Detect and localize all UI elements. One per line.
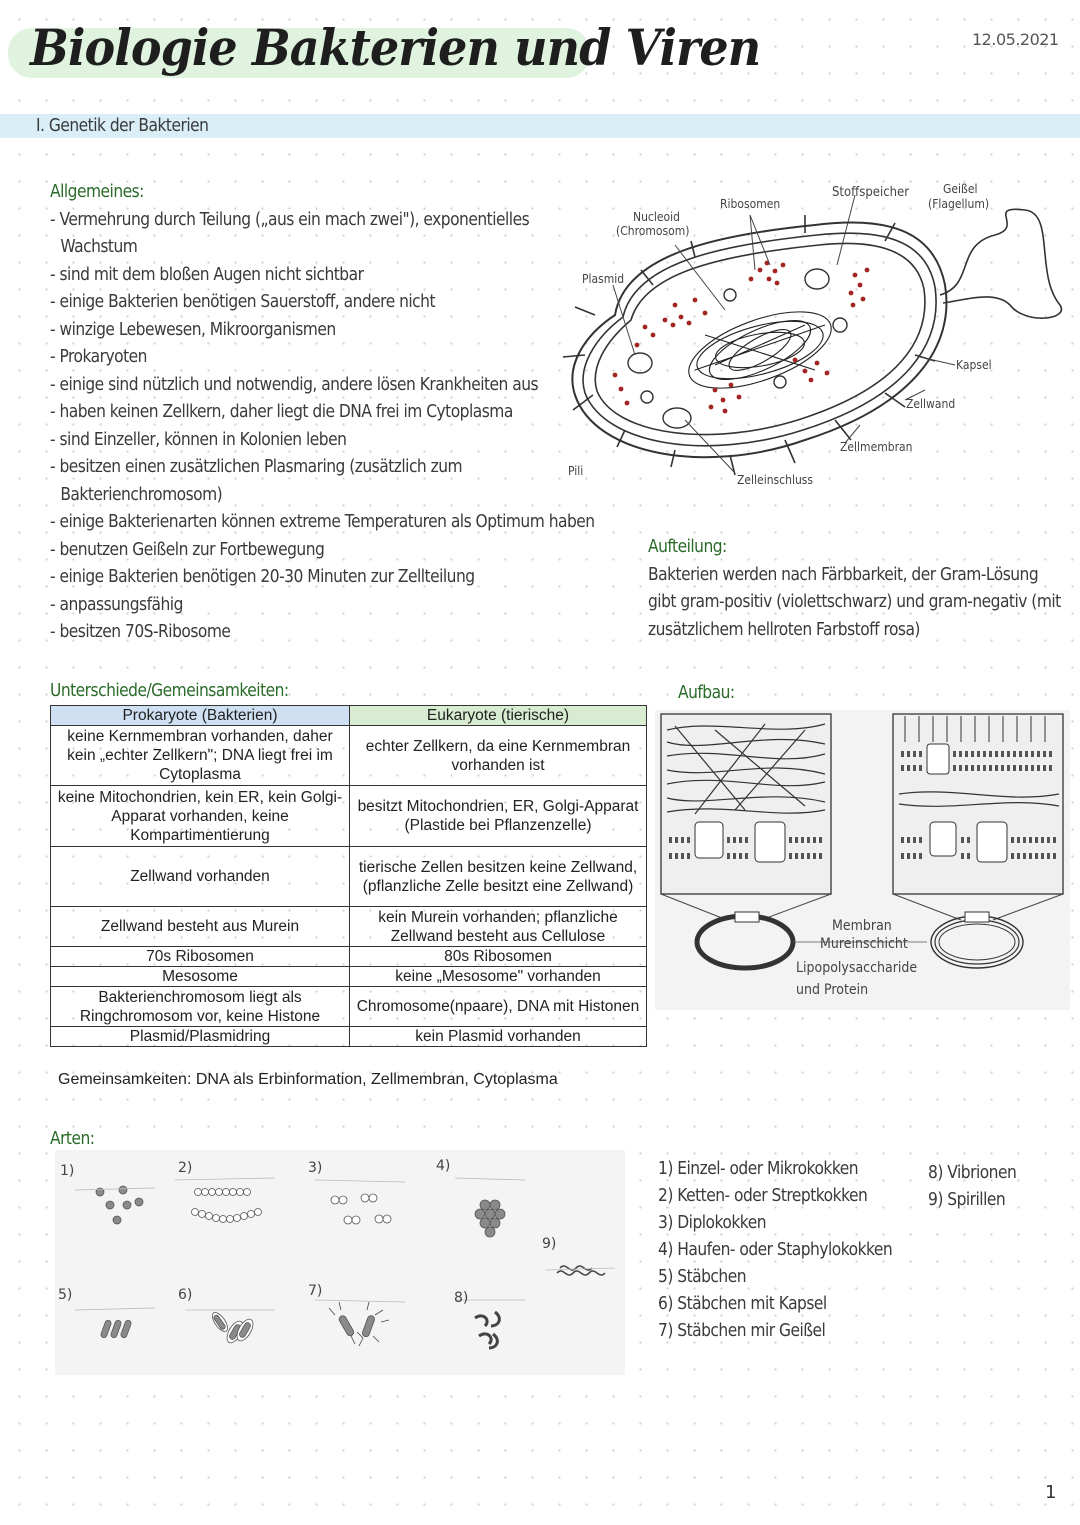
ribosome-dot [781, 263, 786, 268]
list-item: - besitzen einen zusätzlichen Plasmaring (zusätzlich zum [50, 453, 595, 481]
ribosome-dot [663, 318, 668, 323]
ribosome-dot [809, 378, 814, 383]
aufbau-label-membran: Membran [832, 918, 892, 934]
page-title: Biologie Bakterien und Viren [30, 18, 761, 77]
table-row [51, 967, 647, 987]
shape-bacilli [100, 1320, 132, 1339]
list-item: 8) Vibrionen [928, 1162, 1017, 1183]
ribosome-dot [721, 398, 726, 403]
label-chromosom: (Chromosom) [616, 224, 690, 238]
ribosome-dot [723, 409, 728, 414]
label-pili: Pili [568, 464, 584, 478]
ribosome-dot [737, 395, 742, 400]
list-item: - Vermehrung durch Teilung („aus ein mach zwei"), exponentielles [50, 206, 595, 234]
ribosome-dot [693, 298, 698, 303]
ribosome-dot [713, 388, 718, 393]
table-cell: Plasmid/Plasmidring [51, 1027, 350, 1047]
table-cell: tierische Zellen besitzen keine Zellwand, (pflanzliche Zelle besitzt eine Zellwand) [350, 847, 647, 907]
shape-streptococci [192, 1189, 262, 1223]
unterschiede-heading: Unterschiede/Gemeinsamkeiten: [50, 680, 289, 701]
section-title: I. Genetik der Bakterien [36, 115, 209, 136]
ribosome-dot [673, 303, 678, 308]
table-cell: keine Mitochondrien, kein ER, kein Golgi-Apparat vorhanden, keine Kompartimentierung [51, 786, 350, 847]
table-cell: Zellwand vorhanden [51, 847, 350, 907]
list-item: 7) Stäbchen mir Geißel [658, 1320, 826, 1341]
types-list-right [928, 1159, 1016, 1213]
table-cell: Mesosome [51, 967, 350, 987]
aufteilung-line: Bakterien werden nach Färbbarkeit, der Gram-Lösung [648, 563, 1039, 585]
figure-number: 2) [178, 1160, 193, 1176]
list-item: - sind mit dem bloßen Augen nicht sichtbar [50, 261, 595, 289]
allgemeines-heading: Allgemeines: [50, 181, 144, 202]
figure-number: 4) [436, 1158, 451, 1174]
shape-bacilli-flagella [329, 1302, 389, 1346]
label-ribosomen: Ribosomen [720, 197, 781, 211]
label-plasmid: Plasmid [582, 272, 625, 286]
list-item: 6) Stäbchen mit Kapsel [658, 1293, 827, 1314]
table-row [51, 847, 647, 907]
list-item: - benutzen Geißeln zur Fortbewegung [50, 536, 595, 564]
figure-number: 6) [178, 1287, 193, 1303]
ribosome-dot [625, 401, 630, 406]
label-nucleoid: Nucleoid [633, 210, 680, 224]
list-item: - einige Bakterienarten können extreme Temperaturen als Optimum haben [50, 508, 595, 536]
table-row [51, 907, 647, 947]
ribosome-dot [687, 321, 692, 326]
ribosome-dot [635, 343, 640, 348]
table-header-row [51, 706, 647, 726]
figure-number: 7) [308, 1283, 323, 1299]
shape-diplococci [331, 1194, 391, 1224]
table-cell: echter Zellkern, da eine Kernmembran vorhanden ist [350, 726, 647, 786]
date: 12.05.2021 [972, 30, 1059, 49]
table-row [51, 947, 647, 967]
figure-number: 9) [542, 1236, 557, 1252]
storage-granule [724, 289, 736, 301]
figure-number: 5) [58, 1287, 73, 1303]
ribosome-dot [773, 269, 778, 274]
list-item: 3) Diplokokken [658, 1212, 767, 1233]
ribosome-dot [613, 373, 618, 378]
ribosome-dot [815, 361, 820, 366]
column-header-eukaryote: Eukaryote (tierische) [350, 706, 647, 726]
table-cell: keine Kernmembran vorhanden, daher kein „echter Zellkern"; DNA liegt frei im Cytoplasma [51, 726, 350, 786]
ribosome-dot [803, 369, 808, 374]
label-zelleinschluss: Zelleinschluss [737, 473, 814, 487]
shape-bacilli-capsule [210, 1310, 257, 1345]
table-cell: Chromosome(npaare), DNA mit Histonen [350, 987, 647, 1027]
plasmid [628, 353, 652, 373]
label-geissel: Geißel [943, 182, 978, 196]
ribosome-dot [709, 405, 714, 410]
types-list [928, 1159, 1016, 1213]
list-item: 1) Einzel- oder Mikrokokken [658, 1158, 859, 1179]
label-flagellum: (Flagellum) [928, 197, 990, 211]
cell-capsule-outline [572, 223, 946, 458]
list-item: - anpassungsfähig [50, 591, 595, 619]
list-item: - Prokaryoten [50, 343, 595, 371]
arten-heading: Arten: [50, 1128, 95, 1149]
list-item-continuation [50, 233, 595, 261]
figure-number: 1) [60, 1163, 75, 1179]
table-row [51, 987, 647, 1027]
figure-number: 8) [454, 1290, 469, 1306]
ribosome-dot [703, 311, 708, 316]
zoom-box [735, 912, 759, 922]
aufbau-heading: Aufbau: [678, 682, 735, 703]
ribosome-dot [849, 291, 854, 296]
list-item-text: Wachstum [60, 236, 138, 257]
ribosome-dot [851, 303, 856, 308]
types-list-left [658, 1155, 892, 1344]
aufteilung-line: gibt gram-positiv (violettschwarz) und gram-negativ (mit [648, 591, 1061, 612]
ribosome-dot [671, 323, 676, 328]
ribosome-dot [853, 273, 858, 278]
table-cell: besitzt Mitochondrien, ER, Golgi-Apparat (Plastide bei Pflanzenzelle) [350, 786, 647, 847]
table-cell: Zellwand besteht aus Murein [51, 907, 350, 947]
ribosome-dot [643, 325, 648, 330]
list-item: - einige Bakterien benötigen 20-30 Minuten zur Zellteilung [50, 563, 595, 591]
aufbau-label-mureinschicht: Mureinschicht [820, 936, 908, 952]
aufbau-label-protein: und Protein [796, 982, 869, 998]
aufteilung-heading: Aufteilung: [648, 536, 727, 557]
list-item-continuation [50, 481, 595, 509]
table-row [51, 726, 647, 786]
types-list [658, 1155, 892, 1344]
table-cell: 80s Ribosomen [350, 947, 647, 967]
table-cell: kein Plasmid vorhanden [350, 1027, 647, 1047]
table-row [51, 1027, 647, 1047]
plasmid [641, 391, 653, 403]
aufteilung-line: zusätzlichem hellroten Farbstoff rosa) [648, 618, 920, 640]
label-zellmembran: Zellmembran [840, 440, 913, 454]
shape-staphylococci [475, 1200, 505, 1237]
comparison-table [50, 705, 647, 1047]
storage-granule [774, 376, 786, 388]
label-stoffspeicher: Stoffspeicher [832, 185, 910, 200]
table-cell: Bakterienchromosom liegt als Ringchromosom vor, keine Histone [51, 987, 350, 1027]
ribosome-dot [749, 277, 754, 282]
ribosome-dot [825, 371, 830, 376]
column-header-prokaryote: Prokaryote (Bakterien) [51, 706, 350, 726]
ribosome-dot [679, 315, 684, 320]
ribosome-dot [775, 281, 780, 286]
leader-line [685, 420, 735, 473]
aufteilung-block [648, 533, 1061, 643]
ribosome-dot [793, 358, 798, 363]
table-cell: kein Murein vorhanden; pflanzliche Zellwand besteht aus Cellulose [350, 907, 647, 947]
list-item: 9) Spirillen [928, 1189, 1006, 1210]
bacteria-shapes-figure [55, 1150, 625, 1375]
storage-granule [805, 269, 829, 289]
leader-line [837, 195, 855, 265]
shape-micrococci [96, 1186, 143, 1224]
allgemeines-notes [50, 178, 595, 646]
ribosome-dot [651, 333, 656, 338]
zoom-box [965, 912, 989, 922]
list-item: 5) Stäbchen [658, 1266, 747, 1287]
shape-spirilla [557, 1266, 605, 1275]
ribosome-dot [619, 387, 624, 392]
leader-line [675, 245, 725, 310]
list-item: 2) Ketten- oder Streptkokken [658, 1185, 868, 1206]
allgemeines-list [50, 206, 595, 646]
list-item: - einige sind nützlich und notwendig, andere lösen Krankheiten aus [50, 371, 595, 399]
label-zellwand: Zellwand [906, 397, 956, 411]
list-item: - winzige Lebewesen, Mikroorganismen [50, 316, 595, 344]
label-kapsel: Kapsel [956, 358, 992, 372]
table-cell: keine „Mesosome" vorhanden [350, 967, 647, 987]
list-item: - sind Einzeller, können in Kolonien leben [50, 426, 595, 454]
list-item: 4) Haufen- oder Staphylokokken [658, 1239, 893, 1260]
ribosome-dot [729, 383, 734, 388]
ribosome-dot [767, 277, 772, 282]
list-item: - besitzen 70S-Ribosome [50, 618, 595, 646]
list-item-text: Bakterienchromosom) [60, 483, 223, 505]
ribosome-dot [758, 268, 763, 273]
list-item: - haben keinen Zellkern, daher liegt die DNA frei im Cytoplasma [50, 398, 595, 426]
shape-vibrios [475, 1312, 499, 1348]
cell-inclusion [663, 408, 691, 428]
table-cell: 70s Ribosomen [51, 947, 350, 967]
storage-granule [833, 318, 847, 332]
table-row [51, 786, 647, 847]
figure-number: 3) [308, 1160, 323, 1176]
ribosome-dot [858, 283, 863, 288]
aufbau-label-lipopolysaccharide: Lipopolysaccharide [796, 960, 918, 976]
cell-wall-outline [583, 233, 936, 446]
list-item: - einige Bakterien benötigen Sauerstoff, andere nicht [50, 288, 595, 316]
flagellum [940, 209, 1061, 318]
ribosome-dot [865, 268, 870, 273]
ribosome-dot [861, 297, 866, 302]
gemeinsamkeiten: Gemeinsamkeiten: DNA als Erbinformation, Zellmembran, Cytoplasma [58, 1071, 558, 1088]
page-number: 1 [1045, 1482, 1057, 1503]
